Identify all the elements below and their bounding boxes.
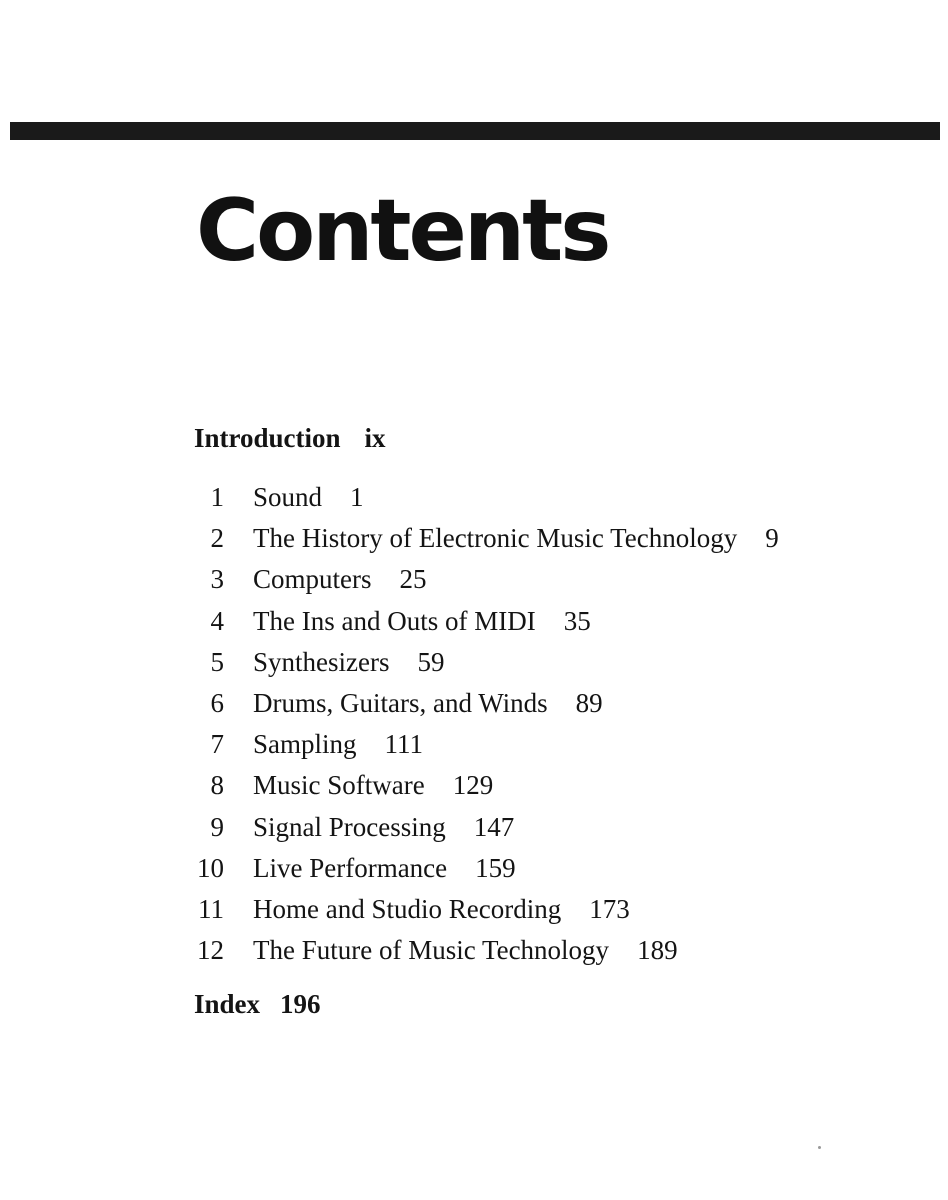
chapter-number: 7	[210, 729, 224, 760]
entry-label: Index	[194, 989, 261, 1019]
chapter-list	[0, 482, 948, 976]
chapter-title: Live Performance	[253, 852, 448, 883]
chapter-page-number: 89	[575, 687, 603, 718]
toc-chapter-row	[0, 935, 948, 976]
toc-chapter-row	[0, 729, 948, 770]
top-rule	[10, 122, 940, 140]
chapter-title: Signal Processing	[253, 811, 446, 842]
chapter-number: 3	[210, 564, 224, 595]
scan-speck	[818, 1146, 821, 1149]
chapter-title: The Future of Music Technology	[253, 935, 610, 966]
chapter-page-number: 173	[589, 893, 630, 924]
chapter-page-number: 159	[475, 852, 516, 883]
entry-page-number: 196	[280, 989, 321, 1019]
chapter-title: Drums, Guitars, and Winds	[253, 687, 548, 718]
chapter-page-number: 189	[637, 935, 678, 966]
toc-chapter-row	[0, 770, 948, 811]
chapter-number: 5	[210, 646, 224, 677]
chapter-number: 11	[198, 893, 224, 924]
chapter-page-number: 111	[384, 729, 424, 760]
chapter-number: 9	[210, 811, 224, 842]
toc-chapter-row	[0, 688, 948, 729]
page-title: Contents	[196, 181, 609, 281]
chapter-page-number: 59	[417, 646, 445, 677]
chapter-title: Computers	[253, 564, 372, 595]
chapter-page-number: 9	[765, 523, 779, 554]
toc-chapter-row	[0, 853, 948, 894]
chapter-page-number: 25	[399, 564, 427, 595]
toc-entry-introduction	[194, 423, 386, 453]
chapter-title: Music Software	[253, 770, 425, 801]
toc-chapter-row	[0, 564, 948, 605]
toc-entry-index	[194, 989, 321, 1019]
chapter-number: 8	[210, 770, 224, 801]
chapter-page-number: 35	[563, 605, 591, 636]
chapter-page-number: 147	[473, 811, 515, 842]
toc-chapter-row	[0, 812, 948, 853]
toc-chapter-row	[0, 523, 948, 564]
chapter-title: The History of Electronic Music Technology	[253, 523, 738, 554]
chapter-number: 12	[197, 935, 224, 966]
toc-chapter-row	[0, 894, 948, 935]
chapter-number: 1	[210, 482, 224, 512]
chapter-number: 6	[210, 687, 224, 718]
chapter-number: 10	[197, 852, 224, 883]
chapter-title: The Ins and Outs of MIDI	[253, 605, 536, 636]
chapter-title: Sampling	[253, 729, 357, 760]
toc-chapter-row	[0, 647, 948, 688]
chapter-page-number: 1	[350, 482, 364, 512]
chapter-page-number: 129	[452, 770, 494, 801]
entry-page-number: ix	[364, 423, 386, 453]
entry-label: Introduction	[194, 423, 341, 453]
toc-chapter-row	[0, 482, 948, 523]
chapter-number: 2	[210, 523, 224, 554]
toc-chapter-row	[0, 606, 948, 647]
chapter-title: Home and Studio Recording	[253, 893, 562, 924]
chapter-title: Sound	[253, 482, 323, 512]
chapter-number: 4	[210, 605, 224, 636]
chapter-title: Synthesizers	[253, 646, 390, 677]
